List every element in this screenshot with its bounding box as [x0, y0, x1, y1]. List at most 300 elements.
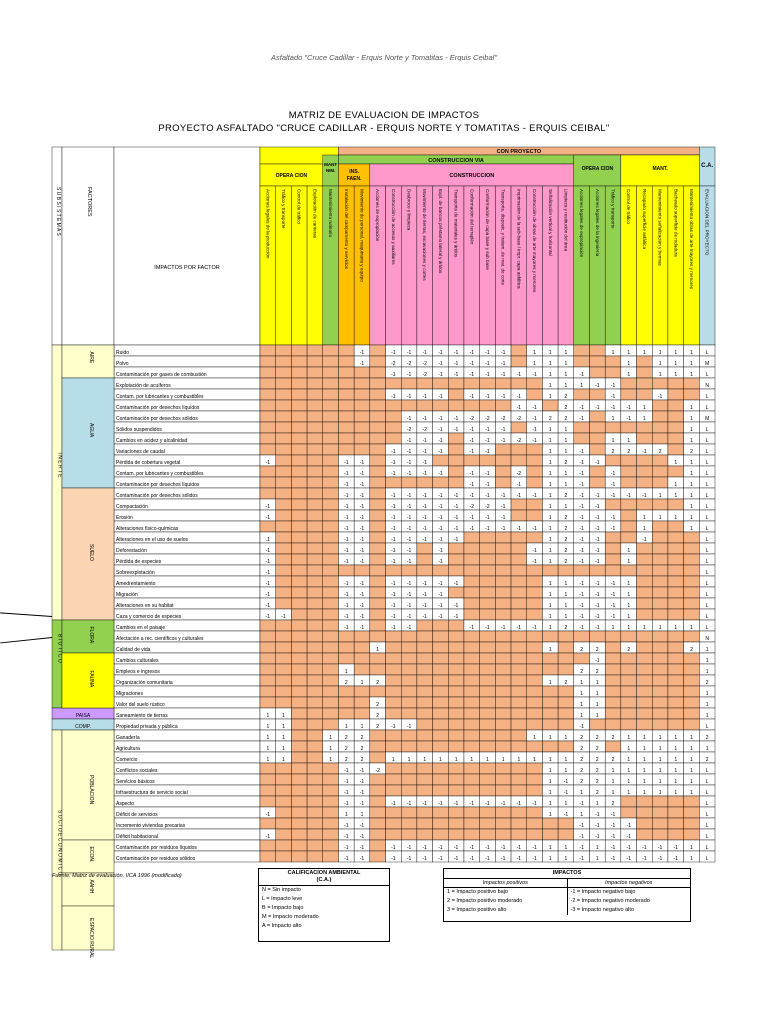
matrix-cell [605, 642, 621, 653]
matrix-value: 1 [548, 470, 552, 477]
matrix-cell [307, 818, 323, 829]
matrix-value: -1 [595, 547, 600, 554]
matrix-value: -1 [438, 525, 443, 532]
column-header-text: Tráfico y transporte [281, 189, 287, 229]
matrix-cell [637, 653, 653, 664]
matrix-value: -1 [422, 459, 427, 466]
matrix-value: -1 [626, 844, 631, 851]
matrix-value: 1 [580, 701, 584, 708]
matrix-cell [480, 719, 496, 730]
matrix-cell [291, 554, 307, 565]
matrix-cell [307, 664, 323, 675]
matrix-cell [323, 829, 339, 840]
impact-label: Caza y comercio de especies [116, 613, 182, 620]
matrix-value: 1 [611, 767, 615, 774]
matrix-cell [370, 796, 386, 807]
matrix-cell [307, 422, 323, 433]
matrix-value: -1 [391, 514, 396, 521]
matrix-cell [652, 587, 668, 598]
matrix-value: -1 [438, 470, 443, 477]
matrix-cell [260, 477, 276, 488]
impact-label-cell [114, 345, 260, 356]
matrix-value: -1 [579, 558, 584, 565]
matrix-cell [307, 620, 323, 631]
matrix-value: 1 [690, 470, 693, 477]
matrix-cell [480, 455, 496, 466]
matrix-value: -1 [391, 536, 396, 543]
matrix-cell [370, 818, 386, 829]
matrix-value: 1 [690, 734, 693, 741]
matrix-cell [354, 653, 370, 664]
matrix-cell [480, 400, 496, 411]
matrix-cell [307, 565, 323, 576]
matrix-cell [401, 708, 417, 719]
matrix-cell [370, 730, 386, 741]
factor-cell [62, 730, 114, 840]
matrix-value: 2 [344, 745, 348, 752]
matrix-value: 1 [533, 349, 536, 356]
matrix-value: -1 [453, 800, 459, 807]
matrix-cell [589, 356, 605, 367]
evaluation-value: L [705, 547, 709, 554]
matrix-value: 1 [674, 360, 678, 367]
matrix-value: 1 [658, 624, 662, 631]
matrix-cell [338, 653, 354, 664]
matrix-cell [291, 433, 307, 444]
matrix-cell [637, 543, 653, 554]
matrix-cell [574, 565, 590, 576]
matrix-cell [495, 642, 511, 653]
matrix-cell [417, 686, 433, 697]
evaluation-value: L [705, 822, 709, 829]
column-header-text: Movimiento de personal, maquinaria y equipo [359, 189, 365, 282]
matrix-cell [370, 367, 386, 378]
matrix-cell [511, 697, 527, 708]
matrix-value: -1 [563, 778, 569, 785]
ca-legend-title-1: CALIFICACION AMBIENTAL [287, 870, 361, 876]
matrix-value: -1 [422, 525, 427, 532]
matrix-cell [323, 444, 339, 455]
matrix-value: -1 [485, 448, 490, 455]
matrix-value: 1 [533, 756, 536, 763]
matrix-cell [542, 719, 558, 730]
matrix-cell [417, 785, 433, 796]
matrix-cell [417, 565, 433, 576]
matrix-cell [370, 510, 386, 521]
matrix-value: -1 [532, 558, 537, 565]
matrix-cell [605, 697, 621, 708]
matrix-cell [652, 609, 668, 620]
evaluation-value: L [705, 426, 709, 433]
matrix-value: -1 [579, 800, 584, 807]
matrix-cell [323, 763, 339, 774]
matrix-value: 1 [329, 734, 332, 741]
matrix-cell [652, 708, 668, 719]
matrix-value: -1 [485, 371, 490, 378]
matrix-cell [276, 510, 292, 521]
matrix-cell [684, 543, 700, 554]
matrix-cell [652, 521, 668, 532]
matrix-value: -1 [532, 855, 537, 862]
matrix-cell [652, 807, 668, 818]
matrix-cell [684, 719, 700, 730]
matrix-value: 1 [360, 723, 364, 730]
matrix-cell [260, 488, 276, 499]
matrix-cell [480, 587, 496, 598]
matrix-cell [621, 477, 637, 488]
matrix-value: 1 [580, 811, 584, 818]
matrix-value: 1 [690, 415, 693, 422]
matrix-value: 1 [548, 789, 552, 796]
matrix-cell [480, 576, 496, 587]
evaluation-value: L [705, 811, 709, 818]
column-header-text: Bacheado superficie de rodadura [673, 189, 679, 257]
matrix-value: 2 [564, 525, 568, 532]
matrix-cell [433, 763, 449, 774]
matrix-value: -1 [579, 855, 584, 862]
matrix-value: 2 [376, 723, 380, 730]
matrix-cell [574, 356, 590, 367]
matrix-cell [291, 367, 307, 378]
matrix-value: -2 [485, 415, 490, 422]
column-header-text: Acciones de expropiación [375, 189, 381, 242]
matrix-value: 1 [690, 789, 693, 796]
matrix-cell [291, 719, 307, 730]
matrix-value: -1 [359, 624, 365, 631]
matrix-value: -1 [438, 602, 443, 609]
matrix-cell [417, 774, 433, 785]
matrix-value: 2 [564, 415, 568, 422]
matrix-cell [495, 719, 511, 730]
matrix-cell [511, 708, 527, 719]
evaluation-value: 1 [705, 701, 709, 708]
matrix-cell [260, 686, 276, 697]
matrix-cell [370, 477, 386, 488]
factor-cell [62, 620, 114, 653]
matrix-cell [495, 675, 511, 686]
matrix-value: -1 [344, 767, 349, 774]
matrix-cell [276, 653, 292, 664]
matrix-cell [307, 378, 323, 389]
evaluation-value: L [705, 624, 709, 631]
matrix-cell [527, 598, 543, 609]
matrix-cell [433, 477, 449, 488]
matrix-value: 1 [674, 756, 678, 763]
matrix-cell [291, 477, 307, 488]
matrix-value: -1 [265, 580, 271, 587]
matrix-cell [401, 774, 417, 785]
matrix-cell [386, 400, 402, 411]
evaluation-value: L [705, 591, 709, 598]
matrix-value: -1 [469, 800, 475, 807]
matrix-value: 1 [690, 492, 693, 499]
column-header-text: Mantenimiento rutinario [328, 189, 334, 238]
matrix-value: -1 [406, 547, 412, 554]
matrix-value: 1 [564, 437, 568, 444]
matrix-cell [291, 752, 307, 763]
subsystem-name: S O C I O E C O N O M I C O [56, 810, 63, 876]
matrix-cell [386, 433, 402, 444]
impact-label: Afectación a rec. científicos y culturales [116, 635, 204, 642]
matrix-cell [542, 697, 558, 708]
matrix-cell [370, 389, 386, 400]
matrix-cell [323, 686, 339, 697]
matrix-cell [668, 796, 684, 807]
matrix-value: -1 [422, 437, 427, 444]
matrix-value: -1 [422, 349, 427, 356]
matrix-cell [605, 653, 621, 664]
matrix-value: -1 [391, 613, 396, 620]
column-header-text: Tráfico y transporte [610, 189, 616, 229]
matrix-cell [291, 378, 307, 389]
matrix-cell [401, 807, 417, 818]
matrix-value: .1 [265, 536, 270, 543]
matrix-cell [417, 400, 433, 411]
matrix-cell [370, 620, 386, 631]
matrix-cell [668, 829, 684, 840]
evaluation-value: L [705, 459, 709, 466]
matrix-cell [684, 565, 700, 576]
matrix-value: -1 [657, 844, 663, 851]
matrix-cell [386, 477, 402, 488]
matrix-cell [448, 389, 464, 400]
matrix-value: -1 [391, 580, 396, 587]
matrix-cell [589, 433, 605, 444]
matrix-value: -1 [500, 525, 506, 532]
matrix-cell [605, 356, 621, 367]
matrix-cell [291, 598, 307, 609]
matrix-value: -1 [438, 437, 443, 444]
matrix-value: -1 [500, 437, 506, 444]
matrix-value: -1 [406, 536, 412, 543]
matrix-value: 1 [564, 602, 568, 609]
matrix-cell [605, 499, 621, 510]
matrix-cell [511, 378, 527, 389]
matrix-cell [527, 576, 543, 587]
matrix-cell [637, 433, 653, 444]
matrix-value: 1 [643, 745, 646, 752]
impacts-legend-title: IMPACTOS [444, 869, 690, 879]
matrix-cell [276, 444, 292, 455]
matrix-value: -1 [265, 569, 271, 576]
matrix-value: -1 [359, 767, 365, 774]
matrix-cell [417, 620, 433, 631]
matrix-cell [386, 763, 402, 774]
matrix-cell [542, 708, 558, 719]
matrix-cell [433, 686, 449, 697]
matrix-cell [527, 466, 543, 477]
impact-label: Sólidos suspendidos [116, 426, 162, 433]
matrix-cell [276, 488, 292, 499]
matrix-cell [668, 576, 684, 587]
matrix-cell [433, 642, 449, 653]
matrix-value: 1 [643, 789, 646, 796]
matrix-value: -1 [438, 558, 443, 565]
impact-label: Alteraciones físico-químicas [116, 525, 179, 532]
matrix-value: 1 [548, 503, 552, 510]
matrix-cell [652, 378, 668, 389]
matrix-value: -1 [406, 558, 412, 565]
matrix-cell [480, 686, 496, 697]
column-header-text: Instalación del campamento y servicios [343, 189, 349, 269]
impact-label: Alteraciones en el uso de suelos [116, 536, 188, 543]
impact-label: Incremento viviendas precarias [116, 822, 186, 829]
matrix-value: 2 [564, 393, 568, 400]
matrix-cell [433, 565, 449, 576]
matrix-value: 1 [674, 459, 678, 466]
matrix-value: -1 [359, 558, 365, 565]
matrix-cell [354, 444, 370, 455]
matrix-value: 1 [595, 855, 599, 862]
matrix-cell [621, 521, 637, 532]
matrix-value: 1 [548, 624, 552, 631]
matrix-value: 1 [595, 800, 599, 807]
subsystem-name: PAISA [75, 712, 91, 719]
matrix-cell [527, 532, 543, 543]
impact-label: Déficit de servicios [116, 811, 158, 818]
column-header-text: Expl. de bancos préstamo lateral y áridos [437, 189, 443, 274]
matrix-cell [480, 543, 496, 554]
matrix-cell [291, 708, 307, 719]
matrix-cell [260, 521, 276, 532]
matrix-value: -1 [406, 525, 412, 532]
matrix-value: -1 [265, 602, 271, 609]
matrix-value: -1 [359, 822, 365, 829]
header-ins-faen-text: FAEN. [346, 176, 362, 182]
matrix-value: -1 [610, 844, 616, 851]
matrix-cell [276, 796, 292, 807]
matrix-cell [307, 719, 323, 730]
matrix-value: -1 [485, 470, 490, 477]
matrix-value: 1 [533, 734, 536, 741]
matrix-cell [354, 697, 370, 708]
matrix-cell [684, 598, 700, 609]
matrix-cell [386, 642, 402, 653]
factor-name: ECON. [88, 846, 94, 863]
matrix-value: 1 [627, 624, 631, 631]
matrix-cell [276, 697, 292, 708]
page-subtitle: PROYECTO ASFALTADO "CRUCE CADILLAR - ERQUIS NORTE Y TOMATITAS - ERQUIS CEIBAL" [158, 123, 610, 134]
matrix-value: -1 [438, 844, 443, 851]
matrix-cell [448, 741, 464, 752]
matrix-value: 1 [376, 646, 380, 653]
matrix-value: 1 [266, 712, 270, 719]
matrix-cell [668, 444, 684, 455]
matrix-cell [276, 400, 292, 411]
matrix-value: 1 [548, 580, 552, 587]
matrix-value: -1 [642, 448, 647, 455]
matrix-value: -1 [532, 624, 537, 631]
matrix-cell [338, 345, 354, 356]
matrix-cell [401, 565, 417, 576]
matrix-value: 1 [690, 404, 693, 411]
matrix-cell [370, 455, 386, 466]
page-title: MATRIZ DE EVALUACION DE IMPACTOS [288, 110, 480, 121]
matrix-cell [276, 455, 292, 466]
matrix-value: -1 [532, 844, 537, 851]
matrix-cell [574, 631, 590, 642]
evaluation-value: 1 [705, 668, 709, 675]
matrix-cell [684, 631, 700, 642]
matrix-value: -1 [422, 602, 427, 609]
matrix-cell [637, 499, 653, 510]
matrix-cell [511, 598, 527, 609]
matrix-value: -1 [626, 415, 631, 422]
matrix-value: 1 [564, 800, 568, 807]
matrix-cell [338, 642, 354, 653]
matrix-value: 1 [564, 371, 568, 378]
factor-name: AAHH [88, 879, 94, 894]
matrix-value: 1 [643, 349, 646, 356]
matrix-value: 1 [564, 613, 568, 620]
impact-label: Saneamiento de tierras [116, 712, 168, 719]
matrix-cell [370, 488, 386, 499]
matrix-cell [338, 356, 354, 367]
matrix-cell [464, 532, 480, 543]
matrix-cell [480, 807, 496, 818]
matrix-cell [668, 411, 684, 422]
matrix-value: 1 [580, 679, 584, 686]
matrix-cell [605, 664, 621, 675]
matrix-value: 2 [611, 734, 615, 741]
matrix-value: -1 [359, 855, 365, 862]
margin-line-2 [0, 637, 52, 643]
matrix-value: -2 [485, 503, 490, 510]
matrix-cell [511, 356, 527, 367]
matrix-cell [621, 466, 637, 477]
matrix-cell [370, 587, 386, 598]
matrix-cell [605, 741, 621, 752]
matrix-value: 2 [627, 448, 631, 455]
matrix-cell [291, 499, 307, 510]
matrix-cell [652, 576, 668, 587]
matrix-value: 2 [360, 756, 364, 763]
matrix-value: 1 [548, 679, 552, 686]
matrix-cell [386, 807, 402, 818]
matrix-cell [527, 389, 543, 400]
matrix-cell [386, 774, 402, 785]
matrix-cell [276, 554, 292, 565]
matrix-value: -1 [485, 437, 490, 444]
matrix-value: 1 [674, 778, 678, 785]
matrix-value: -1 [610, 470, 616, 477]
matrix-cell [370, 356, 386, 367]
matrix-value: 1 [407, 756, 411, 763]
matrix-cell [276, 807, 292, 818]
matrix-cell [558, 565, 574, 576]
matrix-cell [495, 807, 511, 818]
matrix-value: 2 [564, 514, 568, 521]
matrix-cell [668, 708, 684, 719]
matrix-cell [354, 631, 370, 642]
matrix-value: -1 [595, 459, 600, 466]
matrix-cell [464, 587, 480, 598]
matrix-cell [511, 818, 527, 829]
matrix-cell [668, 675, 684, 686]
matrix-cell [464, 609, 480, 620]
matrix-value: 1 [658, 371, 662, 378]
matrix-value: -1 [516, 393, 522, 400]
matrix-value: 1 [548, 349, 552, 356]
matrix-value: -1 [500, 624, 506, 631]
matrix-value: -1 [344, 536, 349, 543]
matrix-cell [370, 499, 386, 510]
matrix-cell [291, 686, 307, 697]
matrix-cell [668, 697, 684, 708]
matrix-value: -1 [610, 382, 616, 389]
matrix-value: 1 [580, 690, 584, 697]
matrix-value: 1 [643, 734, 646, 741]
